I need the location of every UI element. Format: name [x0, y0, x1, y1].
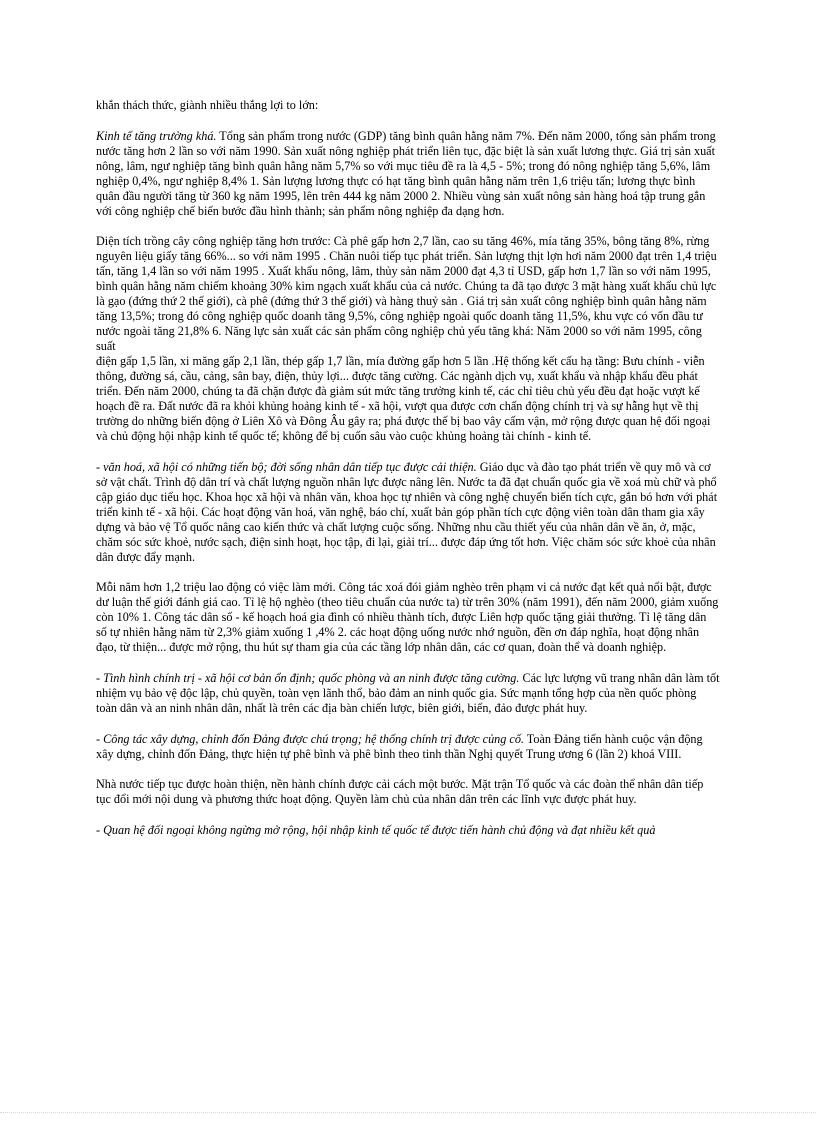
paragraph-party-building [96, 732, 720, 762]
paragraph-text: Giáo dục và đào tạo phát triển về quy mô và cơ sở vật chất. Trình độ dân trí và chất lượng nguồn nhân lực được nâng lên. Nước ta đã đạt chuẩn quốc gia về xoá mù chữ và phổ cập giáo dục tiểu học. Khoa học xã hội và nhân văn, khoa học tự nhiên và công nghệ chuyển biến tích cực, gắn bó hơn với phát triển kinh tế - xã hội. Các hoạt động văn hoá, văn nghệ, báo chí, xuất bản góp phần tích cực động viên toàn dân tham gia xây dựng và bảo vệ Tổ quốc nâng cao kiến thức và chất lượng cuộc sống. Những nhu cầu thiết yếu của nhân dân về ăn, ở, mặc, chăm sóc sức khoẻ, nước sạch, điện sinh hoạt, học tập, đi lại, giải trí... được đáp ứng tốt hơn. Việc chăm sóc sức khoẻ của nhân dân được đẩy mạnh. [96, 459, 718, 564]
paragraph-lead: - Công tác xây dựng, chỉnh đốn Đảng được chú trọng; hệ thống chính trị được củng cố. [96, 731, 524, 746]
paragraph-text: Nhà nước tiếp tục được hoàn thiện, nền hành chính được cải cách một bước. Mặt trận Tổ quốc và các đoàn thể nhân dân tiếp tục đổi mới nội dung và phương thức hoạt động. Quyền làm chủ của nhân dân trên các lĩnh vực được phát huy. [96, 777, 704, 807]
paragraph-text: Các lực lượng vũ trang nhân dân làm tốt nhiệm vụ bảo vệ độc lập, chủ quyền, toàn vẹn lãnh thổ, bảo đảm an ninh quốc gia. Sức mạnh tổng hợp của nền quốc phòng toàn dân và an ninh nhân dân, nhất là trên các địa bàn chiến lược, biên giới, biển, đảo được phát huy. [96, 670, 720, 715]
paragraph-text: Tổng sản phẩm trong nước (GDP) tăng bình quân hằng năm 7%. Đến năm 2000, tổng sản phẩm trong nước tăng hơn 2 lần so với năm 1990. Sản xuất nông nghiệp phát triển liên tục, đặc biệt là sản xuất lương thực. Giá trị sản xuất nông, lâm, ngư nghiệp tăng bình quân hằng năm 5,7% so với mục tiêu đề ra là 4,5 - 5%; trong đó nông nghiệp tăng 5,6%, lâm nghiệp 0,4%, ngư nghiệp 8,4% 1. Sản lượng lương thực có hạt tăng bình quân hằng năm trên 1,6 triệu tấn; lương thực bình quân đầu người tăng từ 360 kg năm 1995, lên trên 444 kg năm 2000 2. Nhiều vùng sản xuất nông sản hàng hoá tập trung gắn với công nghiệp chế biến bước đầu hình thành; sản phẩm nông nghiệp đa dạng hơn. [96, 128, 716, 218]
paragraph-text: Diện tích trồng cây công nghiệp tăng hơn trước: Cà phê gấp hơn 2,7 lần, cao su tăng 46%, mía tăng 35%, bông tăng 8%, rừng nguyên liệu giấy tăng 66%... so với năm 1995 . Chăn nuôi tiếp tục phát triển. Sản lượng thịt lợn hơi năm 2000 đạt trên 1,4 triệu tấn, tăng 1,4 lần so với năm 1995 . Xuất khẩu nông, lâm, thủy sản năm 2000 đạt 4,3 tỉ USD, gấp hơn 1,7 lần so với năm 1995, bình quân hằng năm chiếm khoảng 30% kim ngạch xuất khẩu của cả nước. Chúng ta đã tạo được 3 mặt hàng xuất khẩu chủ lực là gạo (đứng thứ 2 thế giới), cà phê (đứng thứ 3 thế giới) và hàng thuỷ sản . Giá trị sản xuất công nghiệp bình quân hằng năm tăng 13,5%; trong đó công nghiệp quốc doanh tăng 9,5%, công nghiệp ngoài quốc doanh tăng 11,5%, khu vực có vốn đầu tư nước ngoài tăng 21,8% 6. Năng lực sản xuất các sản phẩm công nghiệp chủ yếu tăng khá: Năm 2000 so với năm 1995, công suất [96, 234, 717, 354]
document-body [96, 98, 720, 853]
paragraph-lead: Kinh tế tăng trưởng khá. [96, 128, 217, 143]
paragraph-text: Toàn Đảng tiến hành cuộc vận động xây dựng, chỉnh đốn Đảng, thực hiện tự phê bình và phê bình theo tinh thần Nghị quyết Trung ương 6 (lần 2) khoá VIII. [96, 731, 703, 761]
paragraph-economy [96, 129, 720, 219]
paragraph-text: Mỗi năm hơn 1,2 triệu lao động có việc làm mới. Công tác xoá đói giảm nghèo trên phạm vi cả nước đạt kết quả nổi bật, được dư luận thế giới đánh giá cao. Tỉ lệ hộ nghèo (theo tiêu chuẩn của nước ta) từ trên 30% (năm 1991), đến năm 2000, giảm xuống còn 10% 1. Công tác dân số - kế hoạch hoá gia đình có nhiều thành tích, được Liên hợp quốc tặng giải thưởng. Tỉ lệ tăng dân số tự nhiên hằng năm từ 2,3% giảm xuống 1 ,4% 2. các hoạt động uống nước nhớ nguồn, đền ơn đáp nghĩa, hoạt động nhân đạo, từ thiện... được mở rộng, thu hút sự tham gia của các tầng lớp nhân dân, các cơ quan, đoàn thể và doanh nghiệp. [96, 580, 719, 655]
paragraph-lead: - Tình hình chính trị - xã hội cơ bản ổn định; quốc phòng và an ninh được tăng cường. [96, 670, 520, 685]
paragraph-foreign-relations [96, 823, 720, 838]
paragraph-lead: - văn hoá, xã hội có những tiến bộ; đời sống nhân dân tiếp tục được cải thiện. [96, 459, 477, 474]
page-bottom-border [0, 1112, 816, 1113]
paragraph-text: điện gấp 1,5 lần, xi măng gấp 2,1 lần, thép gấp 1,7 lần, mía đường gấp hơn 5 lần .Hệ thống kết cấu hạ tầng: Bưu chính - viễn thông, đường sá, cầu, cảng, sân bay, điện, thủy lợi... được tăng cường. Các ngành dịch vụ, xuất khẩu và nhập khẩu đều phát triển. Đến năm 2000, chúng ta đã chặn được đà giảm sút mức tăng trưởng kinh tế, các chỉ tiêu chủ yếu đều đạt hoặc vượt kế hoạch đề ra. Đất nước đã ra khỏi khủng hoảng kinh tế - xã hội, vượt qua được cơn chấn động chính trị và sự hẫng hụt về thị trường do những biến động ở Liên Xô và Đông Âu gây ra; phá được thế bị bao vây cấm vận, mở rộng được quan hệ đối ngoại và chủ động hội nhập kinh tế quốc tế; không để bị cuốn sâu vào cuộc khủng hoảng tài chính - kinh tế. [96, 354, 711, 444]
paragraph-intro [96, 98, 720, 113]
paragraph-state [96, 777, 720, 807]
paragraph-employment [96, 580, 720, 655]
paragraph-infrastructure [96, 354, 720, 444]
paragraph-text: khắn thách thức, giành nhiều thắng lợi to lớn: [96, 98, 319, 112]
paragraph-lead: - Quan hệ đối ngoại không ngừng mở rộng, hội nhập kinh tế quốc tế được tiến hành chủ động và đạt nhiều kết quả [96, 822, 656, 837]
paragraph-industrial-crops [96, 234, 720, 354]
paragraph-politics-defense [96, 671, 720, 716]
paragraph-culture-society [96, 460, 720, 565]
